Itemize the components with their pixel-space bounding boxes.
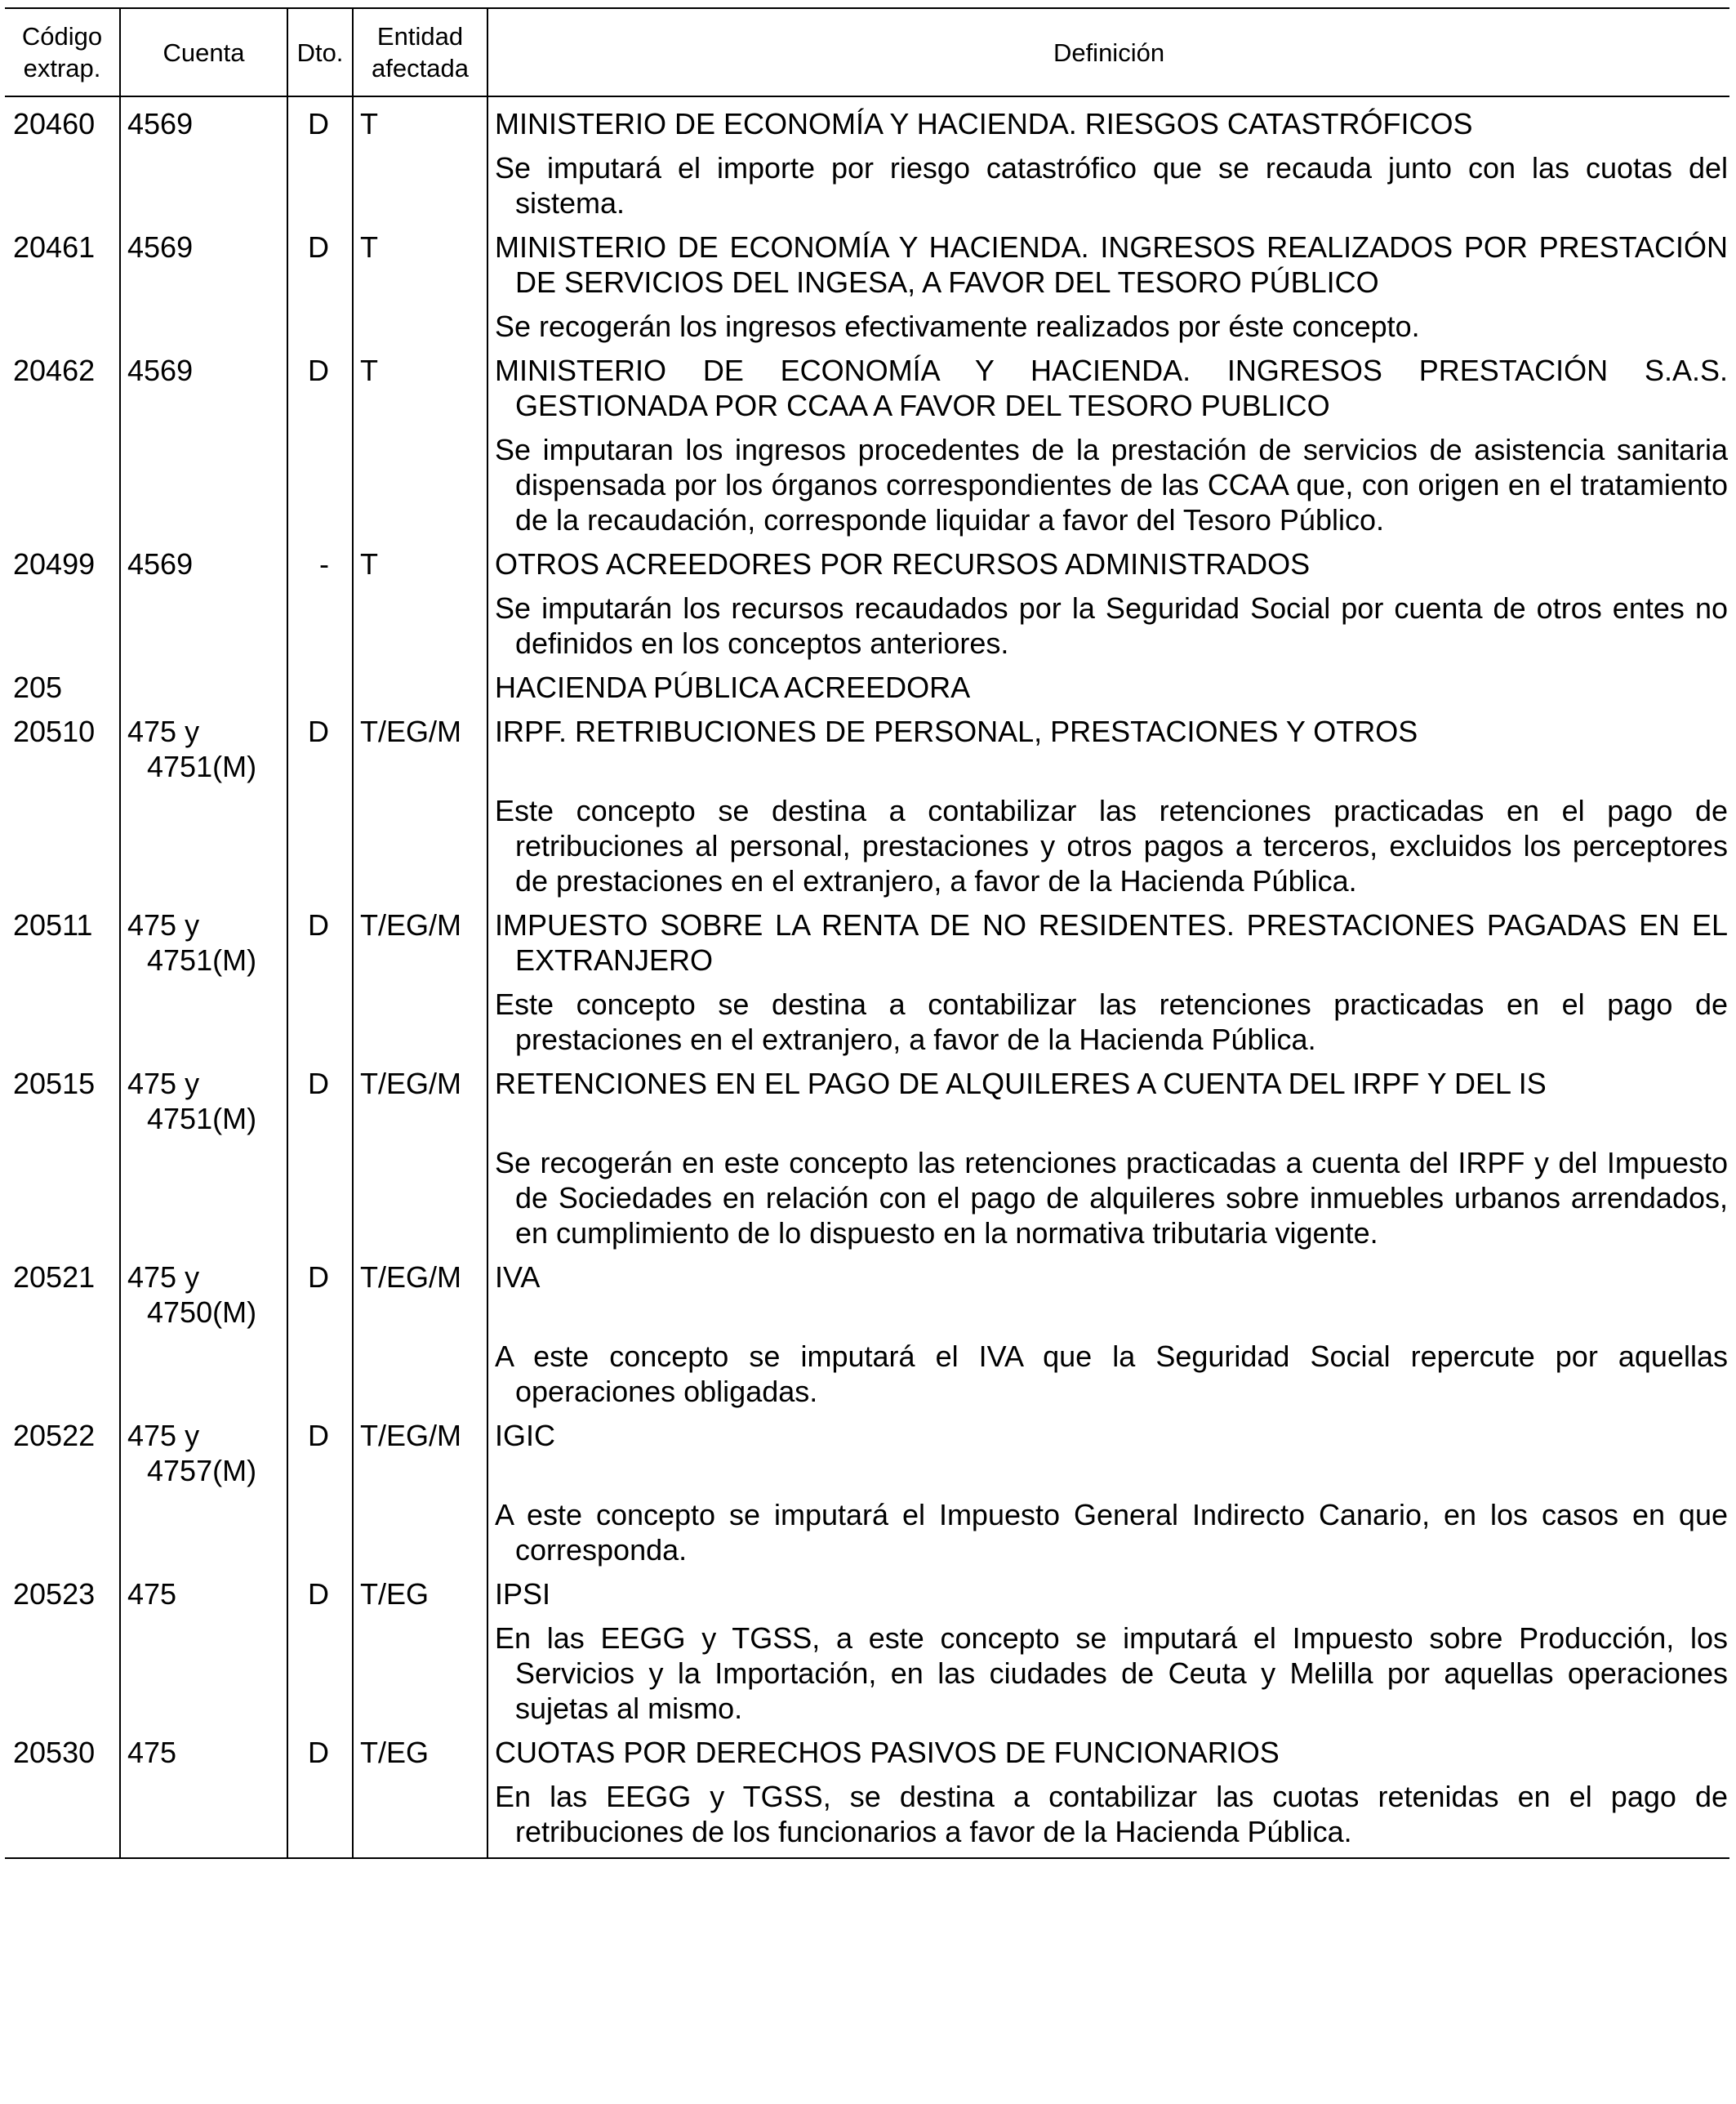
concept-description: Se imputaran los ingresos procedentes de la prestación de servicios de asistencia sanitaria dispensada por los órganos correspondientes de las CCAA que, con origen en el tratamiento de la recaudación, corresponde liquidar a favor del Tesoro Público. — [495, 433, 1728, 537]
cell-description — [487, 300, 1729, 344]
concept-description: A este concepto se imputará el IVA que la Seguridad Social repercute por aquellas operaciones obligadas. — [495, 1340, 1728, 1408]
empty-cell — [353, 784, 487, 898]
table-row — [5, 221, 1729, 300]
header-dto: Dto. — [287, 8, 353, 96]
table-row-description — [5, 784, 1729, 898]
accounts-table — [5, 7, 1729, 1859]
empty-cell — [353, 141, 487, 221]
header-code: Código extrap. — [5, 8, 120, 96]
empty-cell — [5, 582, 120, 661]
cell-entity: T/EG/M — [353, 1409, 487, 1488]
cell-definition — [487, 1057, 1729, 1136]
table-row-description — [5, 978, 1729, 1057]
empty-cell — [120, 1136, 287, 1250]
cell-code: 20530 — [13, 1736, 96, 1769]
cell-account — [120, 1250, 287, 1330]
cell-description — [487, 1770, 1729, 1858]
empty-cell — [287, 300, 353, 344]
cell-code: 20461 — [13, 230, 96, 264]
table-row-description — [5, 1770, 1729, 1858]
cell-dto: D — [287, 898, 353, 978]
empty-cell — [287, 1770, 353, 1858]
cell-definition — [487, 1250, 1729, 1330]
cell-dto: D — [287, 1057, 353, 1136]
empty-cell — [353, 423, 487, 537]
concept-title: OTROS ACREEDORES POR RECURSOS ADMINISTRADOS — [495, 547, 1311, 581]
table-body — [5, 96, 1729, 1858]
cell-account — [120, 898, 287, 978]
table-row — [5, 344, 1729, 423]
cell-definition — [487, 705, 1729, 784]
cell-definition — [487, 1726, 1729, 1770]
cell-dto: D — [287, 1726, 353, 1770]
table-row — [5, 96, 1729, 141]
cell-description — [487, 141, 1729, 221]
empty-cell — [5, 784, 120, 898]
table-row — [5, 1409, 1729, 1488]
empty-cell — [120, 300, 287, 344]
table-row-description — [5, 582, 1729, 661]
cell-dto: D — [287, 344, 353, 423]
table-row-description — [5, 141, 1729, 221]
concept-description: Se recogerán en este concepto las retenciones practicadas a cuenta del IRPF y del Impuesto de Sociedades en relación con el pago de alquileres sobre inmuebles urbanos arrendados, en cumplimiento de lo dispuesto en la normativa tributaria vigente. — [495, 1146, 1728, 1250]
cell-code: 20462 — [13, 354, 96, 387]
cell-account-text: 475 y 4757(M) — [127, 1419, 257, 1487]
concept-description: Este concepto se destina a contabilizar las retenciones practicadas en el pago de retribuciones al personal, prestaciones y otros pagos a terceros, excluidos los perceptores de prestaciones en el extranjero, a favor de la Hacienda Pública. — [495, 794, 1728, 898]
empty-cell — [120, 784, 287, 898]
cell-entity: T — [353, 344, 487, 423]
cell-description — [487, 582, 1729, 661]
cell-account-text: 4569 — [127, 107, 194, 140]
cell-entity: T/EG/M — [353, 1250, 487, 1330]
cell-account — [120, 96, 287, 141]
empty-cell — [287, 1611, 353, 1726]
concept-title: IGIC — [495, 1419, 556, 1452]
cell-description — [487, 423, 1729, 537]
cell-account-text: 4569 — [127, 354, 194, 387]
table-row — [5, 1057, 1729, 1136]
cell-code: 20510 — [13, 715, 96, 748]
cell-definition — [487, 344, 1729, 423]
concept-description: Se imputarán los recursos recaudados por la Seguridad Social por cuenta de otros entes no definidos en los conceptos anteriores. — [495, 591, 1728, 660]
concept-title: MINISTERIO DE ECONOMÍA Y HACIENDA. INGRESOS REALIZADOS POR PRESTACIÓN DE SERVICIOS DEL INGESA, A FAVOR DEL TESORO PÚBLICO — [495, 230, 1728, 299]
cell-definition — [487, 661, 1729, 705]
cell-code: 20515 — [13, 1067, 96, 1100]
empty-cell — [287, 784, 353, 898]
cell-definition — [487, 96, 1729, 141]
concept-description: Se imputará el importe por riesgo catastrófico que se recauda junto con las cuotas del sistema. — [495, 151, 1728, 220]
cell-entity: T/EG — [353, 1726, 487, 1770]
empty-cell — [5, 300, 120, 344]
empty-cell — [353, 582, 487, 661]
table-row — [5, 537, 1729, 582]
cell-code: 20460 — [13, 107, 96, 140]
concept-title: CUOTAS POR DERECHOS PASIVOS DE FUNCIONARIOS — [495, 1736, 1280, 1769]
cell-dto: D — [287, 221, 353, 300]
header-entity: Entidad afectada — [353, 8, 487, 96]
empty-cell — [120, 423, 287, 537]
table-header — [5, 8, 1729, 96]
empty-cell — [353, 1488, 487, 1567]
cell-account — [120, 705, 287, 784]
empty-cell — [287, 423, 353, 537]
empty-cell — [353, 1136, 487, 1250]
cell-entity: T — [353, 537, 487, 582]
cell-account-text: 4569 — [127, 230, 194, 264]
cell-entity — [353, 661, 487, 705]
table-row — [5, 661, 1729, 705]
empty-cell — [5, 423, 120, 537]
cell-code: 20499 — [13, 547, 96, 581]
concept-title: RETENCIONES EN EL PAGO DE ALQUILERES A CUENTA DEL IRPF Y DEL IS — [495, 1067, 1547, 1100]
cell-account — [120, 1726, 287, 1770]
cell-account — [120, 1057, 287, 1136]
cell-definition — [487, 1567, 1729, 1611]
table-row — [5, 1250, 1729, 1330]
cell-entity: T/EG/M — [353, 705, 487, 784]
cell-definition — [487, 1409, 1729, 1488]
empty-cell — [120, 582, 287, 661]
cell-dto: D — [287, 1567, 353, 1611]
cell-code: 205 — [13, 671, 63, 704]
cell-description — [487, 1330, 1729, 1409]
cell-entity: T/EG/M — [353, 898, 487, 978]
table-row-description — [5, 1611, 1729, 1726]
table-row — [5, 705, 1729, 784]
table-row — [5, 1567, 1729, 1611]
header-account: Cuenta — [120, 8, 287, 96]
concept-title: IMPUESTO SOBRE LA RENTA DE NO RESIDENTES. PRESTACIONES PAGADAS EN EL EXTRANJERO — [495, 908, 1728, 977]
empty-cell — [287, 978, 353, 1057]
cell-definition — [487, 537, 1729, 582]
table-row-description — [5, 1330, 1729, 1409]
cell-account-text: 475 y 4751(M) — [127, 715, 257, 783]
cell-definition — [487, 221, 1729, 300]
empty-cell — [120, 1770, 287, 1858]
empty-cell — [5, 1488, 120, 1567]
table-row-description — [5, 1488, 1729, 1567]
empty-cell — [353, 300, 487, 344]
cell-account-text: 475 — [127, 1736, 177, 1769]
cell-entity: T — [353, 96, 487, 141]
concept-description: En las EEGG y TGSS, a este concepto se imputará el Impuesto sobre Producción, los Servicios y la Importación, en las ciudades de Ceuta y Melilla por aquellas operaciones sujetas al mismo. — [495, 1621, 1728, 1725]
cell-account-text: 475 y 4750(M) — [127, 1260, 257, 1329]
concept-description: A este concepto se imputará el Impuesto General Indirecto Canario, en los casos en que corresponda. — [495, 1498, 1728, 1567]
empty-cell — [353, 1611, 487, 1726]
cell-account — [120, 221, 287, 300]
cell-account-text: 4569 — [127, 547, 194, 581]
empty-cell — [5, 141, 120, 221]
cell-dto: D — [287, 96, 353, 141]
header-definition: Definición — [487, 8, 1729, 96]
cell-account-text: 475 y 4751(M) — [127, 908, 257, 977]
empty-cell — [5, 1136, 120, 1250]
concept-title: IRPF. RETRIBUCIONES DE PERSONAL, PRESTACIONES Y OTROS — [495, 715, 1418, 748]
empty-cell — [5, 1330, 120, 1409]
table-row — [5, 898, 1729, 978]
concept-description: Este concepto se destina a contabilizar las retenciones practicadas en el pago de prestaciones en el extranjero, a favor de la Hacienda Pública. — [495, 987, 1728, 1056]
concept-description: Se recogerán los ingresos efectivamente realizados por éste concepto. — [495, 310, 1420, 343]
cell-entity: T/EG/M — [353, 1057, 487, 1136]
empty-cell — [287, 1488, 353, 1567]
empty-cell — [120, 1488, 287, 1567]
concept-title: IVA — [495, 1260, 541, 1294]
empty-cell — [120, 1330, 287, 1409]
concept-title: MINISTERIO DE ECONOMÍA Y HACIENDA. INGRESOS PRESTACIÓN S.A.S. GESTIONADA POR CCAA A FAVOR DEL TESORO PUBLICO — [495, 354, 1728, 422]
cell-description — [487, 784, 1729, 898]
empty-cell — [353, 1330, 487, 1409]
empty-cell — [353, 978, 487, 1057]
cell-account — [120, 1567, 287, 1611]
cell-account — [120, 661, 287, 705]
cell-description — [487, 1136, 1729, 1250]
empty-cell — [287, 582, 353, 661]
empty-cell — [287, 1136, 353, 1250]
table-row-description — [5, 423, 1729, 537]
cell-entity: T — [353, 221, 487, 300]
concept-description: En las EEGG y TGSS, se destina a contabilizar las cuotas retenidas en el pago de retribuciones de los funcionarios a favor de la Hacienda Pública. — [495, 1780, 1728, 1848]
cell-code: 20523 — [13, 1577, 96, 1611]
cell-account-text: 475 — [127, 1577, 177, 1611]
cell-dto: - — [287, 537, 353, 582]
empty-cell — [120, 141, 287, 221]
cell-dto: D — [287, 1250, 353, 1330]
empty-cell — [353, 1770, 487, 1858]
table-row-description — [5, 1136, 1729, 1250]
table-row-description — [5, 300, 1729, 344]
empty-cell — [120, 1611, 287, 1726]
cell-code: 20511 — [13, 908, 93, 942]
empty-cell — [5, 978, 120, 1057]
cell-account — [120, 344, 287, 423]
empty-cell — [120, 978, 287, 1057]
empty-cell — [5, 1770, 120, 1858]
cell-dto — [287, 661, 353, 705]
cell-dto: D — [287, 705, 353, 784]
cell-account — [120, 1409, 287, 1488]
empty-cell — [5, 1611, 120, 1726]
cell-entity: T/EG — [353, 1567, 487, 1611]
cell-description — [487, 1611, 1729, 1726]
cell-account — [120, 537, 287, 582]
cell-dto: D — [287, 1409, 353, 1488]
cell-description — [487, 1488, 1729, 1567]
cell-code: 20521 — [13, 1260, 96, 1294]
cell-description — [487, 978, 1729, 1057]
concept-title: IPSI — [495, 1577, 551, 1611]
empty-cell — [287, 1330, 353, 1409]
concept-title: HACIENDA PÚBLICA ACREEDORA — [495, 671, 971, 704]
concept-title: MINISTERIO DE ECONOMÍA Y HACIENDA. RIESGOS CATASTRÓFICOS — [495, 107, 1473, 140]
cell-definition — [487, 898, 1729, 978]
table-row — [5, 1726, 1729, 1770]
cell-account-text: 475 y 4751(M) — [127, 1067, 257, 1135]
cell-code: 20522 — [13, 1419, 96, 1452]
empty-cell — [287, 141, 353, 221]
